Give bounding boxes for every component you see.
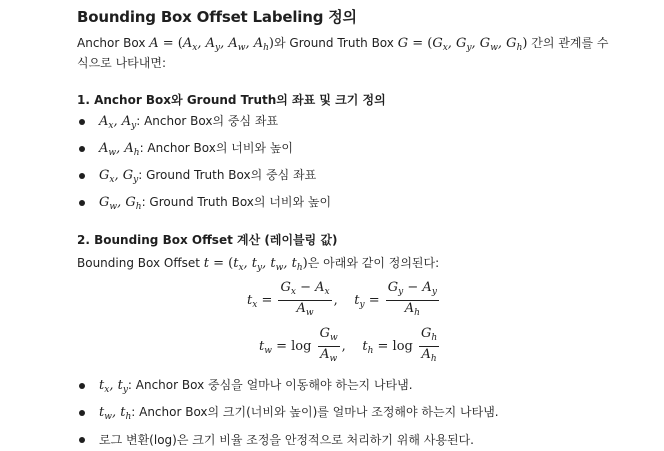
bullet — [79, 383, 85, 389]
bullet — [79, 200, 85, 206]
bullet — [79, 410, 85, 416]
section-2-heading: 2. Bounding Box Offset 계산 (레이블링 값) — [77, 233, 338, 247]
list-item: $t_w$, $t_h$: Anchor Box의 크기(너비와 높이)를 얼마나 조정해야 하는지 나타냄. — [99, 405, 499, 422]
anchor-box-formula: A — [149, 36, 159, 51]
bullet — [79, 173, 85, 179]
intro-line-1: Anchor Box $A = (A_x$, $A_y$, $A_w$, $A_h$)와 Ground Truth Box $G = (G_x$, $G_y$, $G_w$, $G_h$) 간의 관계를 수 — [77, 36, 609, 53]
equation-tw-th: $t_w = \log$ $\frac{G_w}{A_w}$ , $t_h = \log$ $\frac{G_h}{A_h}$ — [259, 326, 438, 364]
list-item: $G_w$, $G_h$: Ground Truth Box의 너비와 높이 — [99, 195, 332, 212]
list-item: 로그 변환(log)은 크기 비율 조정을 안정적으로 처리하기 위해 사용된다. — [99, 433, 474, 447]
list-item: $G_x$, $G_y$: Ground Truth Box의 중심 좌표 — [99, 168, 317, 185]
equation-tx-ty: $t_x$ = $\frac{G_x - A_x}{A_w}$ , $t_y$ = $\frac{G_y - A_y}{A_h}$ — [247, 280, 437, 318]
list-item: $A_w$, $A_h$: Anchor Box의 너비와 높이 — [99, 141, 294, 158]
bullet — [79, 119, 85, 125]
bullet — [79, 437, 85, 443]
offset-intro: Bounding Box Offset $t = (t_x$, $t_y$, $t_w$, $t_h$)은 아래와 같이 정의된다: — [77, 256, 440, 273]
page-title: Bounding Box Offset Labeling 정의 — [77, 8, 357, 26]
section-1-heading: 1. Anchor Box와 Ground Truth의 좌표 및 크기 정의 — [77, 93, 386, 107]
intro-text-b: 와 Ground Truth Box — [273, 36, 398, 50]
list-item: $t_x$, $t_y$: Anchor Box 중심을 얼마나 이동해야 하는지 나타냄. — [99, 378, 413, 395]
list-item: $A_x$, $A_y$: Anchor Box의 중심 좌표 — [99, 114, 279, 131]
gt-box-formula: G — [397, 36, 409, 51]
intro-text-a: Anchor Box — [77, 36, 150, 50]
bullet — [79, 146, 85, 152]
intro-line-2: 식으로 나타내면: — [77, 56, 167, 70]
intro-text-c: 간의 관계를 수 — [527, 36, 609, 50]
